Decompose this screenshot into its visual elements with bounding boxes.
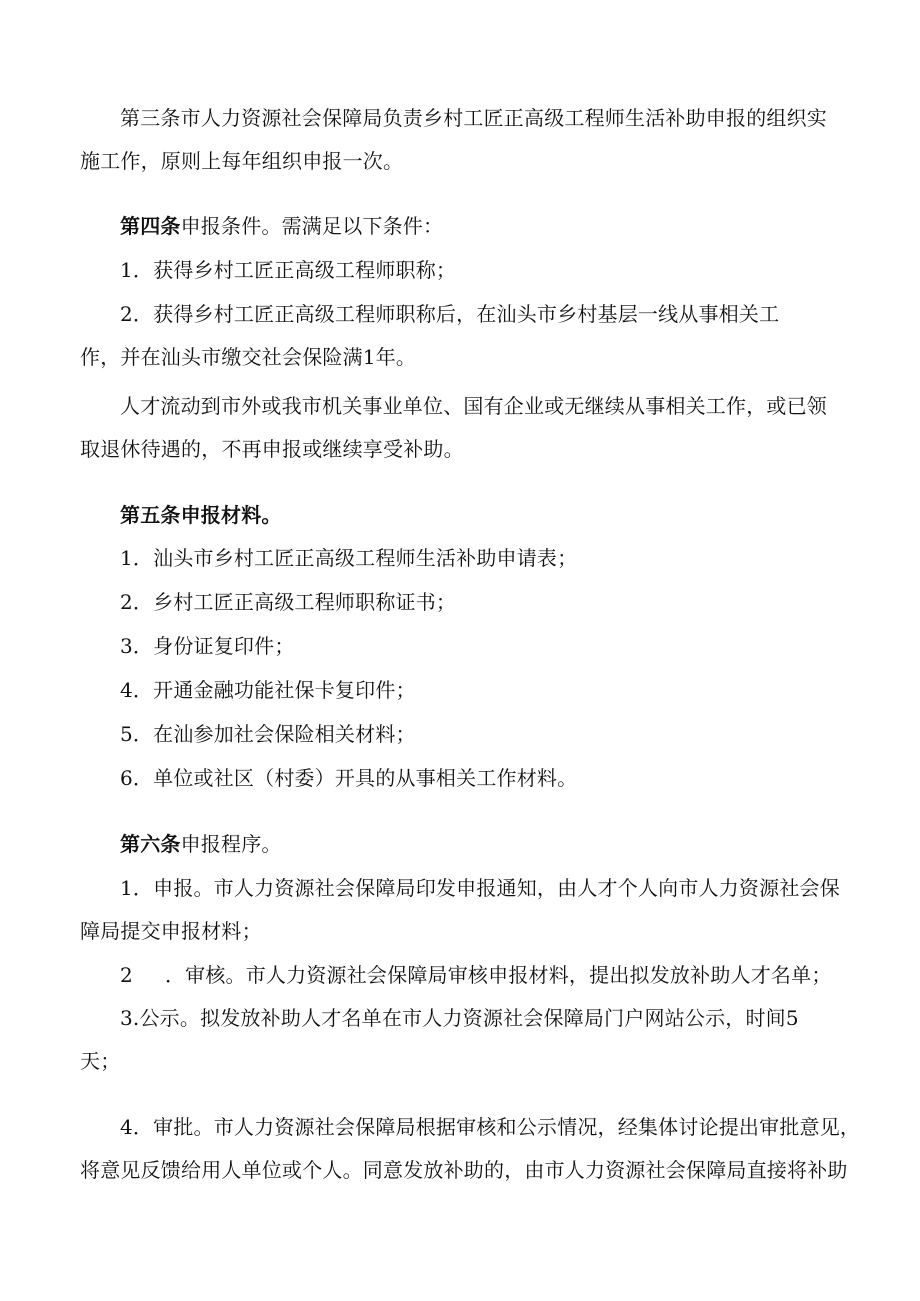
article-5-item-4-text: 4．开通金融功能社保卡复印件；	[120, 678, 416, 702]
article-5-item-3	[80, 625, 840, 668]
article-6-item-3	[80, 997, 840, 1083]
article-5-item-1-text: 1．汕头市乡村工匠正高级工程师生活补助申请表；	[120, 546, 578, 570]
article-5-item-3-text: 3．身份证复印件；	[120, 634, 295, 658]
article-6-heading-text: 申报程序。	[180, 832, 282, 856]
article-5-item-4	[80, 669, 840, 712]
article-4-note-line-1: 人才流动到市外或我市机关事业单位、国有企业或无继续从事相关工作，或已领	[120, 394, 827, 418]
article-4-item-2	[80, 293, 840, 379]
article-5-item-2-text: 2．乡村工匠正高级工程师职称证书；	[120, 590, 457, 614]
article-6-item-2	[80, 954, 840, 997]
article-5-item-6-text: 6．单位或社区（村委）开具的从事相关工作材料。	[120, 766, 578, 790]
article-4-heading	[80, 205, 840, 248]
article-4-item-2-line-2: 作，并在汕头市缴交社会保险满1年。	[80, 345, 417, 369]
article-6-item-4-line-1: 4．审批。市人力资源社会保障局根据审核和公示情况，经集体讨论提出审批意见，	[120, 1115, 861, 1139]
article-4-item-1-text: 1．获得乡村工匠正高级工程师职称；	[120, 258, 457, 282]
article-5-item-5	[80, 713, 840, 756]
article-6-item-2-number: 2	[120, 963, 133, 987]
article-6-item-3-line-2: 天；	[80, 1049, 121, 1073]
article-3-line-2: 施工作，原则上每年组织申报一次。	[80, 149, 404, 173]
article-5-heading	[80, 494, 840, 537]
article-5-item-2	[80, 581, 840, 624]
article-5-heading-text: 第五条申报材料。	[120, 503, 282, 527]
article-6-item-4	[80, 1106, 861, 1192]
article-5-item-5-text: 5．在汕参加社会保险相关材料；	[120, 722, 416, 746]
article-4-note	[80, 385, 840, 471]
article-4-note-line-2: 取退休待遇的，不再申报或继续享受补助。	[80, 437, 464, 461]
article-6-item-1-line-2: 障局提交申报材料；	[80, 919, 262, 943]
article-6-item-1	[80, 867, 840, 953]
article-6-label: 第六条	[120, 832, 181, 856]
article-4-item-2-line-1: 2．获得乡村工匠正高级工程师职称后，在汕头市乡村基层一线从事相关工	[120, 302, 780, 326]
article-6-item-4-line-2: 将意见反馈给用人单位或个人。同意发放补助的，由市人力资源社会保障局直接将补助	[80, 1158, 848, 1182]
article-6-item-3-line-1: 3.公示。拟发放补助人才名单在市人力资源社会保障局门户网站公示，时间5	[120, 1006, 799, 1030]
article-6-item-1-line-1: 1．申报。市人力资源社会保障局印发申报通知，由人才个人向市人力资源社会保	[120, 876, 840, 900]
article-4-label: 第四条	[120, 214, 181, 238]
article-6-heading	[80, 823, 840, 866]
article-3-paragraph	[80, 97, 840, 183]
article-4-item-1	[80, 249, 840, 292]
article-4-heading-text: 申报条件。需满足以下条件：	[180, 214, 444, 238]
article-5-item-6	[80, 757, 840, 800]
article-3-line-1: 第三条市人力资源社会保障局负责乡村工匠正高级工程师生活补助申报的组织实	[120, 106, 827, 130]
article-5-item-1	[80, 537, 840, 580]
article-6-item-2-text: ．审核。市人力资源社会保障局审核申报材料，提出拟发放补助人才名单；	[164, 963, 832, 987]
